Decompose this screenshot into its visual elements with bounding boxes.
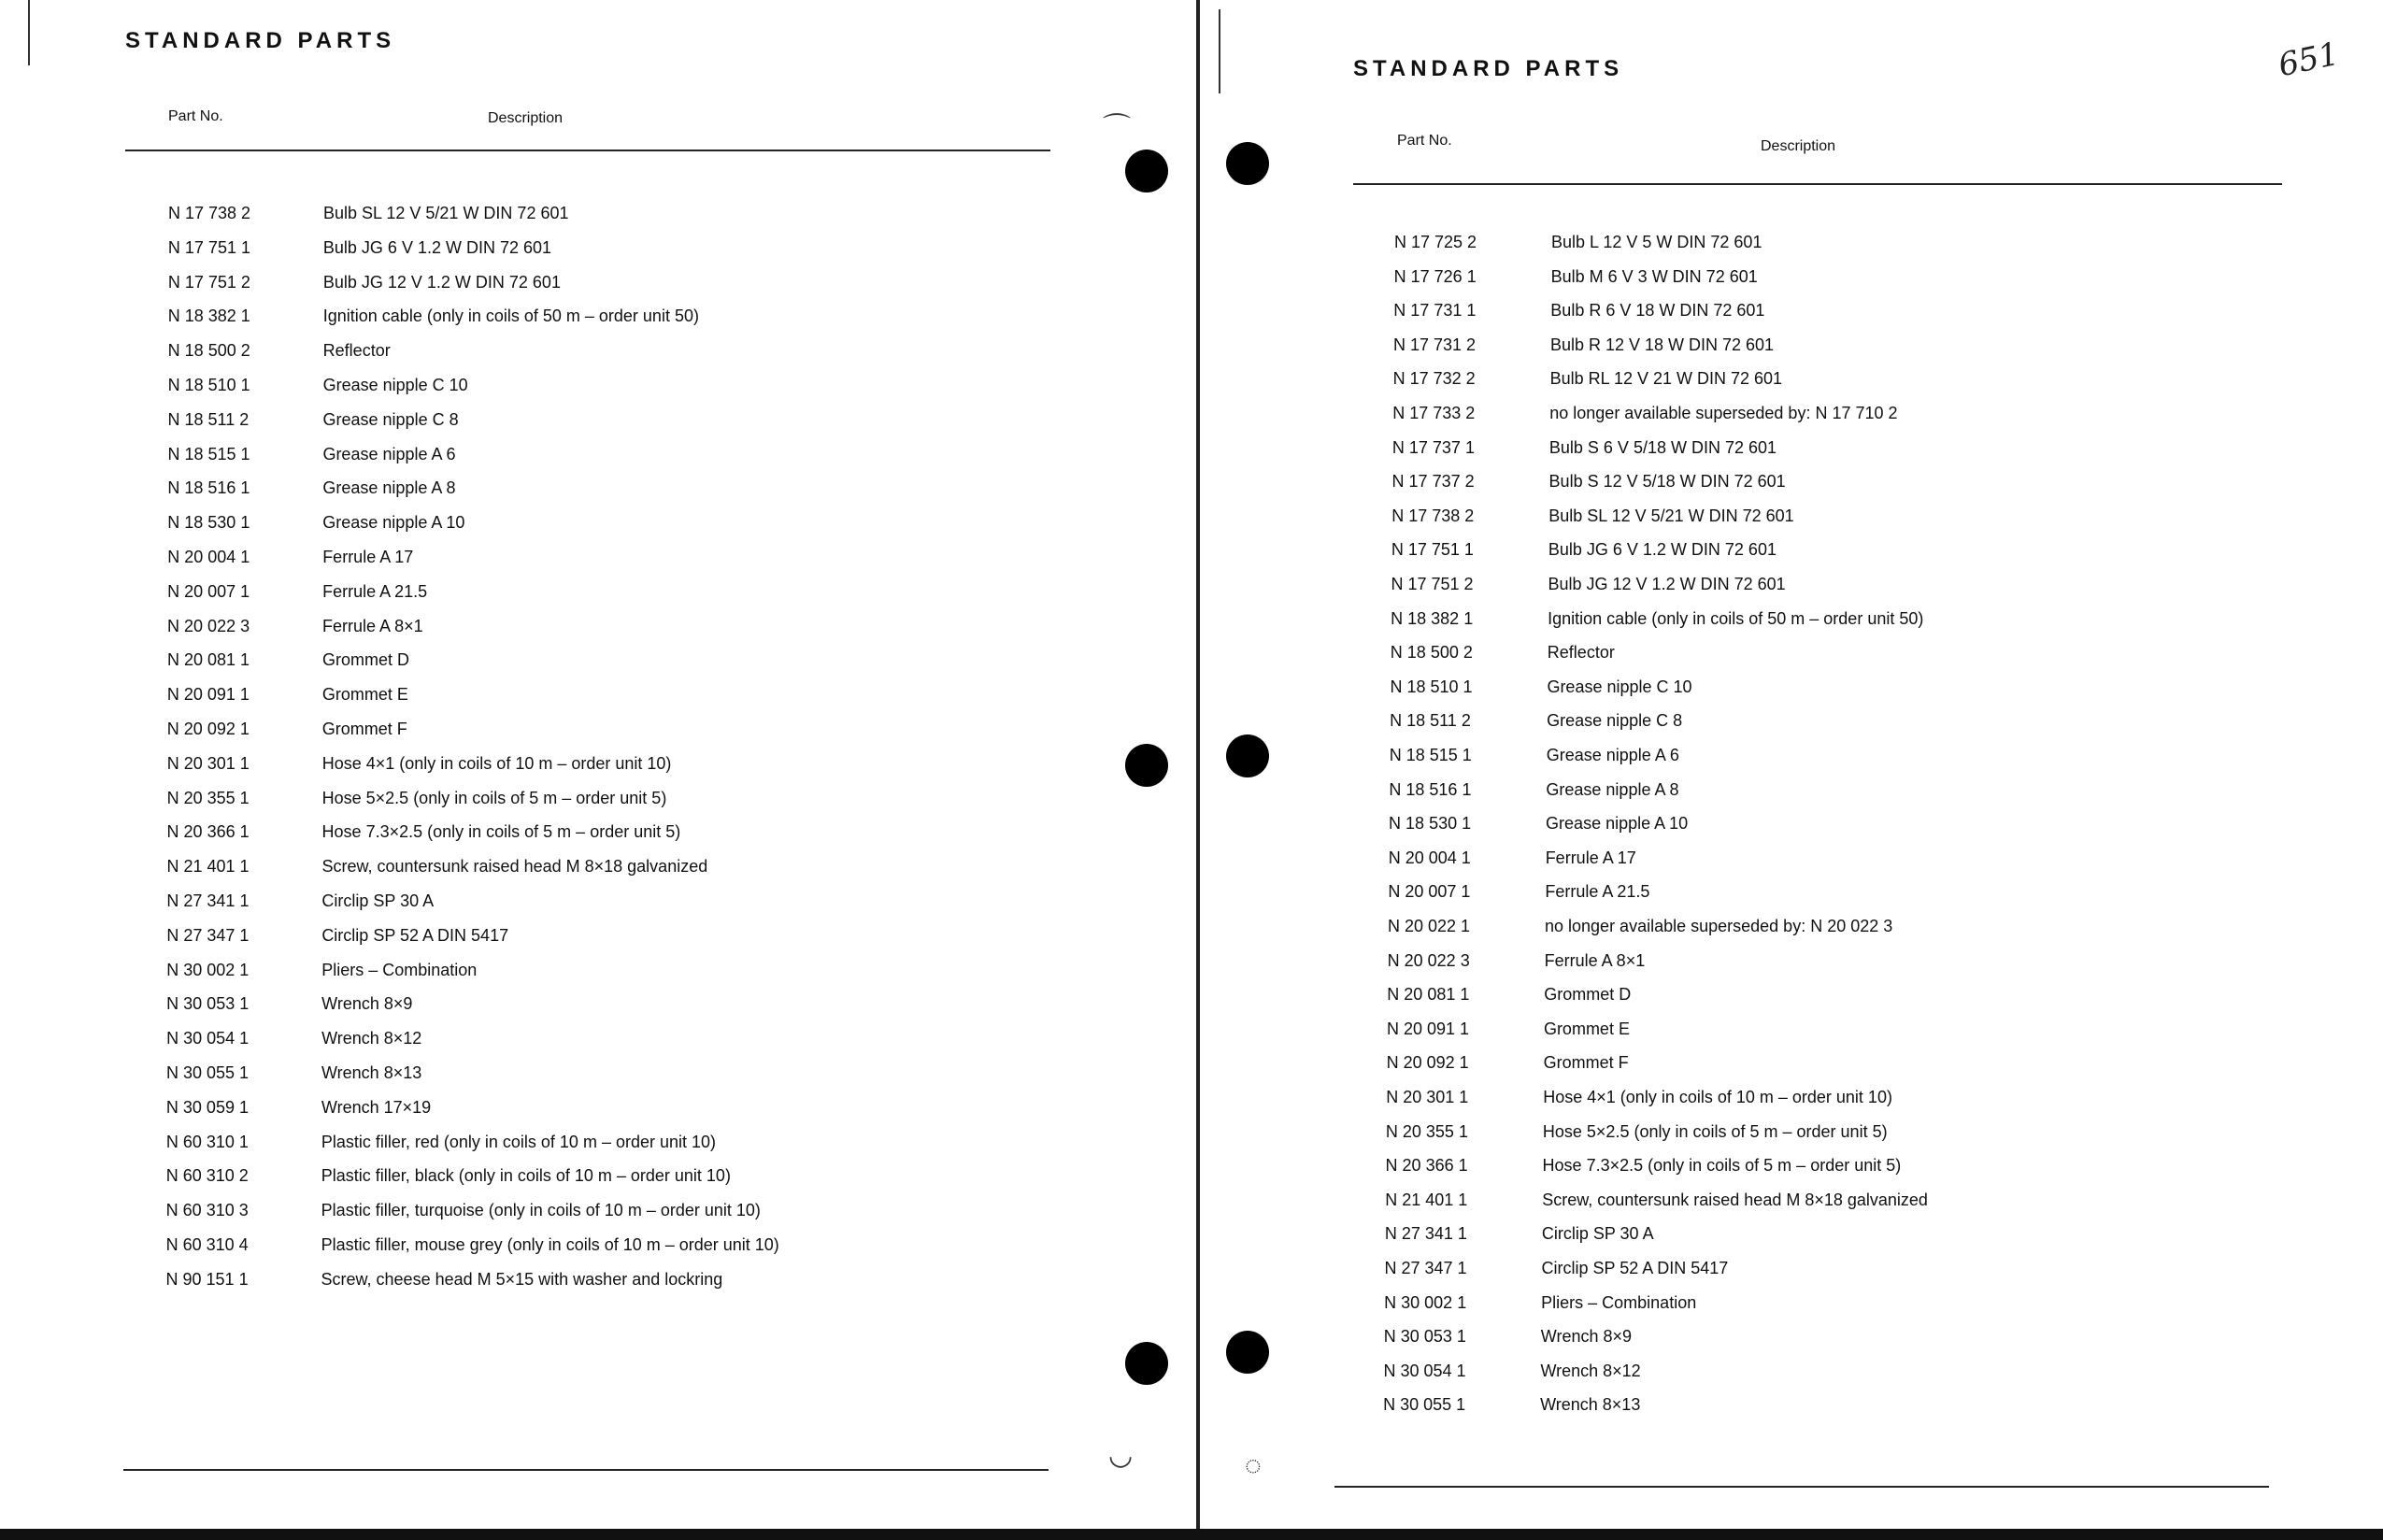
part-description: Pliers – Combination	[1541, 1292, 1697, 1312]
part-description: Grease nipple C 8	[1547, 711, 1683, 731]
part-description: Pliers – Combination	[321, 960, 478, 979]
part-description: Ignition cable (only in coils of 50 m – order unit 50)	[1548, 608, 1924, 628]
part-row	[166, 857, 1101, 889]
part-row	[1394, 233, 2329, 264]
part-row	[1393, 301, 2328, 333]
part-number: N 18 510 1	[1390, 677, 1473, 696]
part-description: Bulb R 12 V 18 W DIN 72 601	[1549, 335, 1775, 354]
part-number: N 21 401 1	[166, 857, 250, 877]
part-row	[1386, 1088, 2320, 1119]
part-row	[167, 478, 1102, 510]
part-row	[1387, 1053, 2321, 1085]
part-number: N 30 059 1	[165, 1097, 249, 1117]
part-description: Bulb JG 6 V 1.2 W DIN 72 601	[322, 237, 552, 257]
part-row	[166, 994, 1101, 1026]
part-number: N 17 732 2	[1392, 369, 1476, 389]
part-number: N 20 081 1	[1387, 985, 1470, 1005]
part-row	[167, 720, 1102, 751]
part-row	[1394, 267, 2329, 299]
part-row	[1391, 540, 2326, 572]
part-row	[167, 548, 1102, 579]
part-description: Grease nipple C 10	[1547, 677, 1692, 696]
right-header-rule	[1353, 183, 2282, 185]
part-row	[1389, 814, 2323, 846]
part-row	[167, 822, 1102, 854]
part-description: Hose 4×1 (only in coils of 10 m – order unit 10)	[1543, 1088, 1892, 1106]
part-number: N 17 731 1	[1393, 301, 1477, 321]
right-page-title: STANDARD PARTS	[1353, 56, 1624, 81]
part-number: N 17 733 2	[1392, 404, 1476, 422]
part-row	[1387, 985, 2321, 1017]
part-number: N 18 530 1	[1389, 814, 1472, 834]
left-margin-mark	[28, 0, 30, 65]
part-description: Screw, countersunk raised head M 8×18 galvanized	[1542, 1190, 1928, 1209]
binder-hole	[1125, 744, 1168, 787]
part-row	[1388, 882, 2322, 914]
part-number: N 30 054 1	[166, 1029, 250, 1048]
part-description: Wrench 8×9	[1540, 1327, 1633, 1347]
right-col-desc-header: Description	[1761, 138, 1836, 154]
binder-hole	[1226, 734, 1269, 777]
part-number: N 60 310 4	[165, 1235, 249, 1254]
part-description: Plastic filler, mouse grey (only in coils of 10 m – order unit 10)	[321, 1235, 779, 1254]
part-row	[1392, 472, 2327, 504]
part-number: N 17 737 1	[1391, 437, 1475, 457]
part-description: Plastic filler, turquoise (only in coils of 10 m – order unit 10)	[321, 1201, 761, 1220]
part-row	[1393, 335, 2328, 367]
part-number: N 60 310 3	[165, 1201, 249, 1220]
part-description: Ferrule A 17	[322, 548, 414, 566]
part-number: N 17 738 2	[1391, 506, 1475, 525]
part-number: N 27 347 1	[1384, 1259, 1467, 1277]
left-col-part-header: Part No.	[168, 108, 223, 124]
part-row	[167, 445, 1102, 477]
part-number: N 20 366 1	[1385, 1156, 1468, 1176]
part-description: Ferrule A 8×1	[1544, 950, 1646, 970]
part-description: Grommet D	[321, 650, 409, 670]
part-description: Ferrule A 17	[1545, 848, 1636, 867]
part-number: N 30 055 1	[1383, 1395, 1466, 1415]
part-row	[1385, 1191, 2319, 1222]
part-row	[166, 891, 1101, 923]
part-description: Reflector	[1547, 643, 1615, 663]
left-header-rule	[125, 150, 1050, 151]
part-description: Screw, countersunk raised head M 8×18 galvanized	[321, 857, 708, 877]
part-row	[167, 685, 1102, 717]
part-number: N 20 355 1	[166, 788, 250, 807]
part-row	[166, 1201, 1101, 1233]
part-row	[1385, 1259, 2319, 1290]
binder-hole	[1226, 142, 1269, 185]
part-description: Wrench 8×12	[1540, 1361, 1641, 1380]
part-description: Grease nipple A 10	[322, 513, 465, 533]
part-row	[1385, 1224, 2319, 1256]
part-description: no longer available superseded by: N 17 710 2	[1549, 404, 1898, 422]
left-page-title: STANDARD PARTS	[125, 28, 396, 53]
part-number: N 30 053 1	[166, 994, 250, 1014]
part-description: Grommet E	[1543, 1019, 1630, 1038]
part-number: N 20 301 1	[166, 753, 250, 773]
part-number: N 18 510 1	[167, 376, 250, 394]
part-number: N 20 007 1	[1388, 882, 1471, 902]
hole-tear-mark: ⌒	[1103, 113, 1131, 144]
part-row	[166, 1270, 1101, 1302]
left-col-desc-header: Description	[488, 110, 564, 126]
part-description: Circlip SP 30 A	[321, 891, 435, 910]
part-row	[1384, 1293, 2319, 1325]
part-description: Grease nipple A 6	[1546, 746, 1679, 764]
part-row	[1391, 575, 2326, 606]
part-description: Hose 5×2.5 (only in coils of 5 m – order unit 5)	[1542, 1121, 1888, 1141]
part-row	[167, 650, 1102, 682]
part-row	[1383, 1362, 2318, 1393]
right-margin-mark	[1219, 9, 1220, 93]
part-description: Ferrule A 21.5	[322, 581, 428, 601]
part-description: Bulb SL 12 V 5/21 W DIN 72 601	[323, 204, 569, 222]
part-description: Bulb M 6 V 3 W DIN 72 601	[1550, 266, 1758, 286]
part-row	[1390, 677, 2324, 709]
page-number: 651	[2275, 35, 2343, 85]
part-number: N 20 022 3	[1387, 950, 1470, 970]
part-number: N 18 516 1	[167, 478, 250, 498]
part-row	[168, 341, 1103, 373]
part-description: Grease nipple A 8	[322, 478, 456, 498]
part-description: Ferrule A 8×1	[322, 616, 423, 635]
part-row	[167, 754, 1102, 786]
part-description: Bulb JG 12 V 1.2 W DIN 72 601	[322, 272, 561, 292]
part-description: Bulb RL 12 V 21 W DIN 72 601	[1549, 369, 1783, 389]
part-number: N 60 310 2	[165, 1166, 249, 1186]
part-row	[166, 1166, 1101, 1198]
part-row	[168, 410, 1103, 442]
part-row	[1390, 711, 2324, 743]
part-number: N 27 341 1	[166, 891, 250, 910]
part-row	[168, 307, 1103, 338]
part-description: Grease nipple A 6	[322, 444, 456, 463]
part-row	[166, 1098, 1101, 1130]
right-footer-rule	[1334, 1486, 2269, 1488]
part-row	[1384, 1327, 2319, 1359]
part-row	[167, 789, 1102, 820]
part-row	[167, 582, 1102, 614]
part-row	[1393, 369, 2328, 401]
part-number: N 20 092 1	[166, 720, 250, 738]
part-row	[1387, 1020, 2321, 1051]
part-description: Reflector	[322, 341, 391, 361]
part-number: N 18 382 1	[1391, 608, 1474, 628]
part-number: N 18 511 2	[1390, 711, 1471, 731]
part-description: Wrench 17×19	[321, 1097, 432, 1117]
part-row	[1392, 404, 2327, 435]
part-number: N 20 092 1	[1386, 1053, 1469, 1073]
part-description: Grommet F	[321, 720, 407, 738]
part-description: Hose 7.3×2.5 (only in coils of 5 m – order unit 5)	[321, 822, 681, 842]
part-description: Plastic filler, red (only in coils of 10 m – order unit 10)	[321, 1132, 717, 1151]
part-row	[1383, 1395, 2318, 1427]
part-number: N 17 751 2	[167, 272, 250, 292]
part-description: Grease nipple A 10	[1546, 814, 1689, 834]
part-description: Grease nipple C 8	[322, 409, 459, 429]
part-row	[166, 1029, 1101, 1061]
binder-hole	[1125, 1342, 1168, 1385]
part-number: N 20 022 3	[167, 616, 250, 635]
part-number: N 27 341 1	[1384, 1224, 1467, 1244]
part-row	[1388, 951, 2322, 983]
part-number: N 20 004 1	[1388, 848, 1471, 867]
part-description: Hose 4×1 (only in coils of 10 m – order unit 10)	[321, 753, 672, 773]
part-description: Grommet E	[321, 685, 408, 705]
hole-tear-mark: ◡	[1108, 1440, 1134, 1471]
part-row	[166, 1133, 1101, 1164]
part-description: Circlip SP 52 A DIN 5417	[1541, 1259, 1729, 1277]
part-number: N 21 401 1	[1385, 1190, 1468, 1209]
part-description: Grease nipple C 10	[322, 376, 468, 394]
part-description: Circlip SP 52 A DIN 5417	[321, 925, 509, 945]
part-number: N 18 500 2	[1390, 643, 1473, 663]
part-number: N 17 726 1	[1393, 266, 1477, 286]
part-row	[167, 617, 1102, 649]
part-description: Bulb S 6 V 5/18 W DIN 72 601	[1548, 437, 1777, 457]
part-row	[1389, 780, 2323, 812]
part-number: N 18 530 1	[167, 513, 250, 533]
part-row	[166, 1063, 1101, 1095]
part-number: N 17 751 2	[1391, 575, 1474, 593]
part-number: N 20 022 1	[1388, 917, 1471, 935]
part-number: N 20 007 1	[167, 581, 250, 601]
part-row	[1386, 1156, 2320, 1188]
part-number: N 90 151 1	[165, 1269, 249, 1289]
part-row	[1390, 746, 2324, 777]
part-number: N 17 751 1	[167, 237, 250, 257]
part-row	[1386, 1122, 2320, 1154]
part-description: Bulb JG 6 V 1.2 W DIN 72 601	[1548, 540, 1777, 560]
part-description: Bulb SL 12 V 5/21 W DIN 72 601	[1548, 506, 1794, 525]
part-description: no longer available superseded by: N 20 022 3	[1545, 917, 1893, 935]
part-row	[166, 961, 1101, 992]
right-col-part-header: Part No.	[1397, 133, 1452, 149]
part-description: Wrench 8×9	[321, 994, 413, 1014]
part-description: Circlip SP 30 A	[1541, 1224, 1654, 1244]
part-description: Bulb L 12 V 5 W DIN 72 601	[1551, 233, 1762, 251]
binder-hole	[1226, 1331, 1269, 1374]
part-description: Plastic filler, black (only in coils of 10 m – order unit 10)	[321, 1166, 731, 1186]
part-number: N 20 366 1	[166, 822, 250, 842]
part-number: N 18 515 1	[167, 444, 250, 463]
part-row	[168, 204, 1103, 235]
part-number: N 60 310 1	[165, 1132, 249, 1151]
part-number: N 17 737 2	[1391, 472, 1475, 492]
part-number: N 20 091 1	[1386, 1019, 1470, 1038]
part-row	[166, 926, 1101, 958]
part-description: Bulb R 6 V 18 W DIN 72 601	[1550, 301, 1765, 321]
part-description: Ignition cable (only in coils of 50 m – order unit 50)	[322, 307, 699, 326]
part-description: Screw, cheese head M 5×15 with washer and lockring	[321, 1269, 723, 1289]
part-row	[1389, 848, 2323, 880]
part-description: Hose 5×2.5 (only in coils of 5 m – order unit 5)	[321, 788, 667, 807]
part-number: N 18 382 1	[167, 307, 250, 326]
part-row	[1392, 438, 2327, 470]
part-number: N 17 731 2	[1392, 335, 1477, 354]
part-description: Grommet D	[1544, 985, 1632, 1005]
part-number: N 17 751 1	[1391, 540, 1474, 560]
part-description: Hose 7.3×2.5 (only in coils of 5 m – order unit 5)	[1542, 1156, 1902, 1176]
left-footer-rule	[123, 1469, 1049, 1471]
part-row	[1388, 917, 2322, 948]
part-number: N 30 002 1	[1384, 1292, 1467, 1312]
part-description: Wrench 8×12	[321, 1029, 422, 1048]
binder-hole	[1125, 150, 1168, 192]
part-row	[166, 1235, 1101, 1267]
hole-tear-mark: ◌	[1245, 1450, 1262, 1481]
part-row	[167, 513, 1102, 545]
part-number: N 18 511 2	[167, 409, 250, 429]
part-number: N 18 516 1	[1389, 779, 1472, 799]
part-number: N 30 055 1	[166, 1063, 250, 1082]
part-number: N 30 053 1	[1383, 1327, 1466, 1347]
part-number: N 17 725 2	[1394, 233, 1477, 251]
part-description: Bulb S 12 V 5/18 W DIN 72 601	[1548, 472, 1786, 492]
part-row	[1391, 609, 2325, 641]
right-page	[1204, 0, 2383, 1540]
part-row	[1391, 643, 2325, 675]
part-number: N 20 004 1	[167, 548, 250, 566]
part-number: N 27 347 1	[166, 925, 250, 945]
part-number: N 17 738 2	[168, 204, 251, 222]
page-gutter	[1196, 0, 1200, 1540]
part-number: N 20 091 1	[166, 685, 250, 705]
part-number: N 20 355 1	[1385, 1121, 1468, 1141]
part-row	[1391, 506, 2326, 538]
part-description: Bulb JG 12 V 1.2 W DIN 72 601	[1548, 575, 1786, 593]
part-number: N 20 301 1	[1386, 1088, 1469, 1106]
bottom-edge	[0, 1529, 2383, 1540]
part-description: Wrench 8×13	[1540, 1395, 1641, 1415]
part-number: N 30 002 1	[166, 960, 250, 979]
part-description: Ferrule A 21.5	[1545, 882, 1650, 902]
part-number: N 20 081 1	[166, 650, 250, 670]
part-number: N 30 054 1	[1383, 1361, 1466, 1380]
part-row	[168, 376, 1103, 407]
part-description: Grommet F	[1543, 1053, 1629, 1073]
part-description: Wrench 8×13	[321, 1063, 422, 1082]
part-row	[168, 238, 1103, 270]
part-number: N 18 500 2	[167, 341, 250, 361]
part-row	[168, 273, 1103, 305]
part-description: Grease nipple A 8	[1546, 779, 1679, 799]
part-number: N 18 515 1	[1389, 746, 1472, 764]
